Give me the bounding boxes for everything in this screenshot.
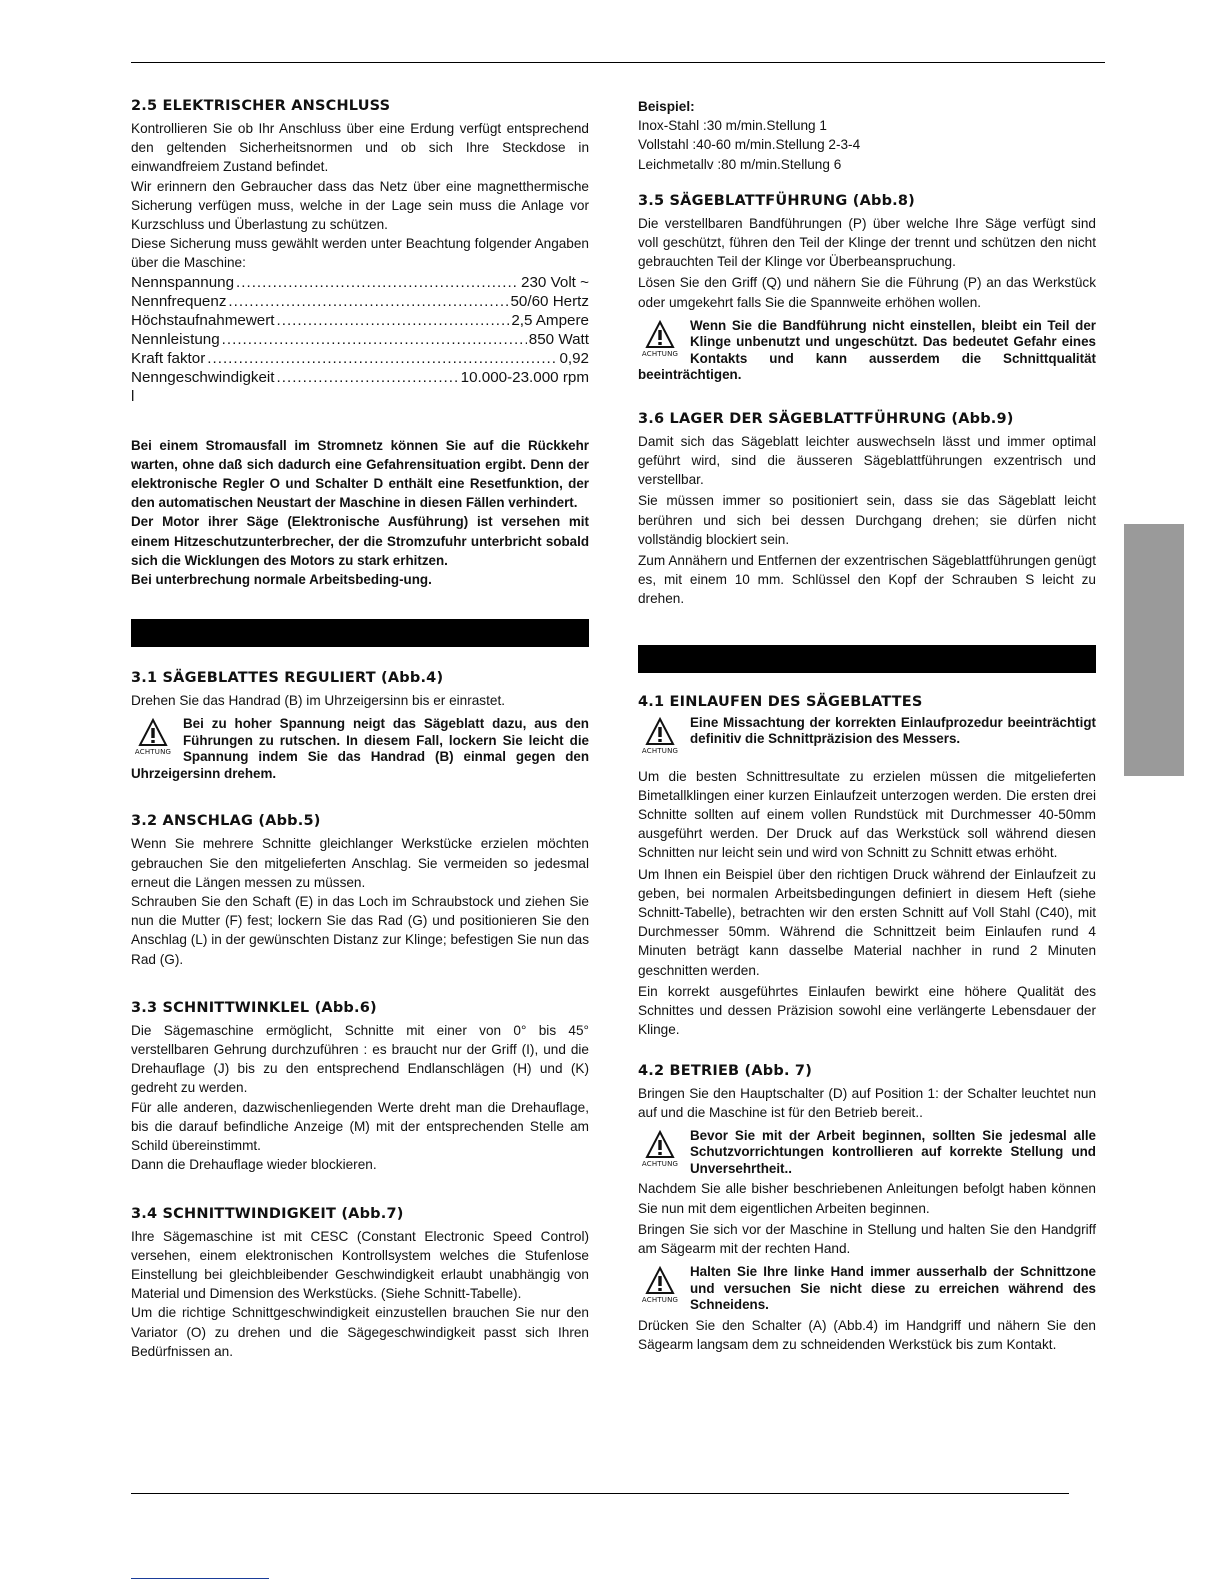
bold-paragraph: Bei unterbrechung normale Arbeitsbeding-ung. <box>131 572 432 588</box>
paragraph: Bringen Sie den Hauptschalter (D) auf Position 1: der Schalter leuchtet nun auf und die Maschine ist für den Betrieb bereit.. <box>638 1085 1096 1120</box>
side-tab <box>1124 524 1184 776</box>
spec-row <box>131 273 589 292</box>
bold-paragraph: Bei einem Stromausfall im Stromnetz können Sie auf die Rückkehr warten, ohne daß sich dadurch eine Gefahrensituation ergibt. Denn der elektronische Regler O und Schalter D enthält eine Resetfunktion, der den automatischen Neustart der Maschine in diesen Fällen verhindert. <box>131 437 589 511</box>
spec-row <box>131 368 589 387</box>
section-bar <box>638 645 1096 673</box>
spec-row <box>131 330 589 349</box>
header-rule <box>131 62 1105 63</box>
paragraph: Wenn Sie mehrere Schnitte gleichlanger Werkstücke erzielen möchten gebrauchen Sie den mitgelieferten Anschlag. Sie vermeiden so jedesmal erneut die Längen messen zu müssen. <box>131 836 589 890</box>
right-column <box>638 97 1096 1354</box>
section-2-5-title: 2.5 ELEKTRISCHER ANSCHLUSS <box>131 98 391 114</box>
warning-text: Wenn Sie die Bandführung nicht einstellen, bleibt ein Teil der Klinge unbenutzt und ungeschützt. Das bedeutet Gefahr eines Kontakts und kann ausserdem die Schnittqualität beeinträchtigen. <box>638 317 1096 383</box>
warning-box <box>638 715 1096 763</box>
spec-label: Nennspannung <box>131 273 235 291</box>
paragraph: Kontrollieren Sie ob Ihr Anschluss über eine Erdung verfügt entsprechend den geltenden Sicherheitsnormen und ob sich Ihre Steckdose in einwandfreiem Zustand befindet. <box>131 121 589 175</box>
warning-label: ACHTUNG <box>641 1296 679 1305</box>
section-3-4-title: 3.4 SCHNITTWINDIGKEIT (Abb.7) <box>131 1205 404 1222</box>
warning-box <box>638 1264 1096 1314</box>
paragraph: Nachdem Sie alle bisher beschriebenen Anleitungen befolgt haben können Sie nun mit dem eigentlichen Arbeiten beginnen. <box>638 1181 1096 1216</box>
bottom-link-line <box>131 1578 269 1579</box>
paragraph: Um die besten Schnittresultate zu erzielen müssen die mitgelieferten Bimetallklingen einer kurzen Einlaufzeit unterzogen werden. Die ersten drei Schnitte sollten auf einem vollen Rundstück mit Durchmesser 40-50mm ausgeführt werden. Der Druck auf das Werkstück soll während diesen Schnitten nur leicht sein und wird von Schnitt zu Schnitt etwas erhöht. <box>638 768 1096 861</box>
spec-row <box>131 349 589 368</box>
paragraph: Dann die Drehauflage wieder blockieren. <box>131 1157 377 1173</box>
paragraph: Drücken Sie den Schalter (A) (Abb.4) im Handgriff und nähern Sie den Sägearm langsam dem zu schneidenden Werkstück bis zum Kontakt. <box>638 1317 1096 1352</box>
spec-value: 230 Volt ~ <box>521 273 589 291</box>
spec-label: Nenngeschwindigkeit <box>131 368 275 386</box>
paragraph: Für alle anderen, dazwischenliegenden Werte dreht man die Drehauflage, bis die darauf befindliche Anzeige (M) mit der entsprechenden Stelle am Schild übereinstimmt. <box>131 1099 589 1154</box>
warning-text: Bei zu hoher Spannung neigt das Sägeblatt dazu, aus den Führungen zu rutschen. In diesem Fall, lockern Sie leicht die Spannung indem Sie das Handrad (B) einmal gegen den Uhrzeigersinn drehem. <box>131 716 589 781</box>
paragraph: Bringen Sie sich vor der Maschine in Stellung und halten Sie den Handgriff am Sägearm mit der rechten Hand. <box>638 1221 1096 1257</box>
paragraph: Zum Annähern und Entfernen der exzentrischen Sägeblattführungen genügt es, mit einem 10 mm. Schlüssel den Kopf der Schrauben S leicht zu drehen. <box>638 553 1096 607</box>
paragraph: Lösen Sie den Griff (Q) und nähern Sie die Führung (P) an das Werkstück oder umgekehrt falls Sie die Spannweite erhöhen wollen. <box>638 275 1096 310</box>
spec-label: Nennleistung <box>131 330 220 348</box>
warning-icon <box>131 718 175 764</box>
section-3-6-title: 3.6 LAGER DER SÄGEBLATTFÜHRUNG (Abb.9) <box>638 410 1014 427</box>
warning-label: ACHTUNG <box>641 349 679 358</box>
warning-box <box>638 318 1096 384</box>
example-line: Leichmetallv :80 m/min.Stellung 6 <box>638 156 842 172</box>
warning-label: ACHTUNG <box>641 1159 679 1168</box>
warning-icon <box>638 1266 682 1312</box>
paragraph: Die verstellbaren Bandführungen (P) über welche Ihre Säge verfügt sind voll geschützt, führen den Teil der Klinge der trennt und schützen den nicht gebrauchten Teil der Klinge vor Überbeanspruchung. <box>638 215 1096 270</box>
left-column <box>131 97 589 1361</box>
paragraph: Schrauben Sie den Schaft (E) in das Loch im Schraubstock und ziehen Sie nun die Mutter (F) fest; lockern Sie das Rad (G) und positionieren Sie den Anschlag (L) in der gewünschten Distanz zur Klinge; befestigen Sie nun das Rad (G). <box>131 894 589 967</box>
spec-row <box>131 311 589 330</box>
example-line: Inox-Stahl :30 m/min.Stellung 1 <box>638 118 827 134</box>
section-3-3-title: 3.3 SCHNITTWINKLEL (Abb.6) <box>131 999 377 1016</box>
spec-list <box>131 273 589 406</box>
paragraph: Ein korrekt ausgeführtes Einlaufen bewirkt eine höhere Qualität des Schnittes und dessen Präzision sowohl eine verlängerte Lebensdauer der Klinge. <box>638 983 1096 1038</box>
section-4-1-title: 4.1 EINLAUFEN DES SÄGEBLATTES <box>638 693 923 710</box>
paragraph: Drehen Sie das Handrad (B) im Uhrzeigersinn bis er einrastet. <box>131 693 505 709</box>
paragraph: Um die richtige Schnittgeschwindigkeit einzustellen brauchen Sie nur den Variator (O) zu drehen und die Sägegeschwindigkeit passt sich Ihren Bedürfnissen an. <box>131 1305 589 1359</box>
spec-value: 2,5 Ampere <box>511 311 589 329</box>
warning-text: Eine Missachtung der korrekten Einlaufprozedur beeinträchtigt definitiv die Schnittpräzision des Messers. <box>690 714 1096 747</box>
example-title: Beispiel: <box>638 99 695 114</box>
spec-tail: l <box>131 387 135 405</box>
spec-value: 50/60 Hertz <box>510 292 589 310</box>
paragraph: Um Ihnen ein Beispiel über den richtigen Druck während der Einlaufzeit zu geben, bei normalen Arbeitsbedingungen definiert in diesem Heft (siehe Schnitt-Tabelle), betrachten wir den ersten Schnitt auf Voll Stahl (C40), mit Durchmesser 50mm. Während die Schnittzeit beim Einlaufen rund 4 Minuten beträgt kann dasselbe Material nachher in rund 2 Minuten geschnitten werden. <box>638 866 1096 978</box>
spec-label: Kraft faktor <box>131 349 206 367</box>
section-bar <box>131 619 589 647</box>
section-3-5-title: 3.5 SÄGEBLATTFÜHRUNG (Abb.8) <box>638 192 915 209</box>
warning-label: ACHTUNG <box>134 748 172 757</box>
paragraph: Damit sich das Sägeblatt leichter auswechseln lässt und immer optimal geführt wird, sind die äusseren Sägeblattführungen exzentrisch und verstellbar. <box>638 433 1096 488</box>
warning-icon <box>638 320 682 366</box>
spec-label: Nennfrequenz <box>131 292 227 310</box>
paragraph: Ihre Sägemaschine ist mit CESC (Constant Electronic Speed Control) versehen, einem elektronischen Kontrollsystem welches die Stufenlose Einstellung bei gleichbleibender Geschwindigkeit erlaubt unabhängig von Material und Dimension des Werkstücks. (Siehe Schnitt-Tabelle). <box>131 1228 589 1302</box>
paragraph: Die Sägemaschine ermöglicht, Schnitte mit einer von 0° bis 45° verstellbaren Gehrung durchzuführen : es braucht nur der Griff (I), und die Drehauflage (J) bis zu den entsprechend Endlanschlägen (H) und (K) gedreht zu werden. <box>131 1022 589 1096</box>
section-3-2-title: 3.2 ANSCHLAG (Abb.5) <box>131 813 321 830</box>
warning-text: Bevor Sie mit der Arbeit beginnen, sollten Sie jedesmal alle Schutzvorrichtungen kontrollieren auf korrekte Stellung und Unversehrtheit.. <box>690 1127 1096 1176</box>
paragraph: Sie müssen immer so positioniert sein, dass sie das Sägeblatt leicht berühren und sich bei dessen Durchgang drehen; sie dürfen nicht vollständig blockiert sein. <box>638 493 1096 547</box>
warning-icon <box>638 717 682 763</box>
spec-label: Höchstaufnahmewert <box>131 311 275 329</box>
section-3-1-title: 3.1 SÄGEBLATTES REGULIERT (Abb.4) <box>131 670 444 687</box>
warning-text: Halten Sie Ihre linke Hand immer ausserhalb der Schnittzone und versuchen Sie nicht diese zu erreichen während des Schneidens. <box>690 1264 1096 1313</box>
example-line: Vollstahl :40-60 m/min.Stellung 2-3-4 <box>638 137 861 153</box>
spec-value: 0,92 <box>559 349 589 367</box>
warning-box <box>638 1128 1096 1178</box>
bold-paragraph: Der Motor ihrer Säge (Elektronische Ausführung) ist versehen mit einem Hitzeschutzunterbrecher, der die Stromzufuhr unterbricht sobald sich die Wicklungen des Motors zu stark erhitzen. <box>131 514 589 568</box>
paragraph: Diese Sicherung muss gewählt werden unter Beachtung folgender Angaben über die Maschine: <box>131 236 589 271</box>
warning-icon <box>638 1130 682 1176</box>
spec-row <box>131 292 589 311</box>
paragraph: Wir erinnern den Gebraucher dass das Netz über eine magnetthermische Sicherung verfügen muss, welche in der Lage sein muss die Anlage vor Kurzschluss und Überlastung zu schützen. <box>131 178 589 233</box>
footer-rule <box>131 1493 1069 1494</box>
section-4-2-title: 4.2 BETRIEB (Abb. 7) <box>638 1062 813 1079</box>
warning-label: ACHTUNG <box>641 746 679 755</box>
spec-value: 850 Watt <box>528 330 589 348</box>
spec-value: 10.000-23.000 rpm <box>460 368 589 386</box>
warning-box <box>131 716 589 782</box>
